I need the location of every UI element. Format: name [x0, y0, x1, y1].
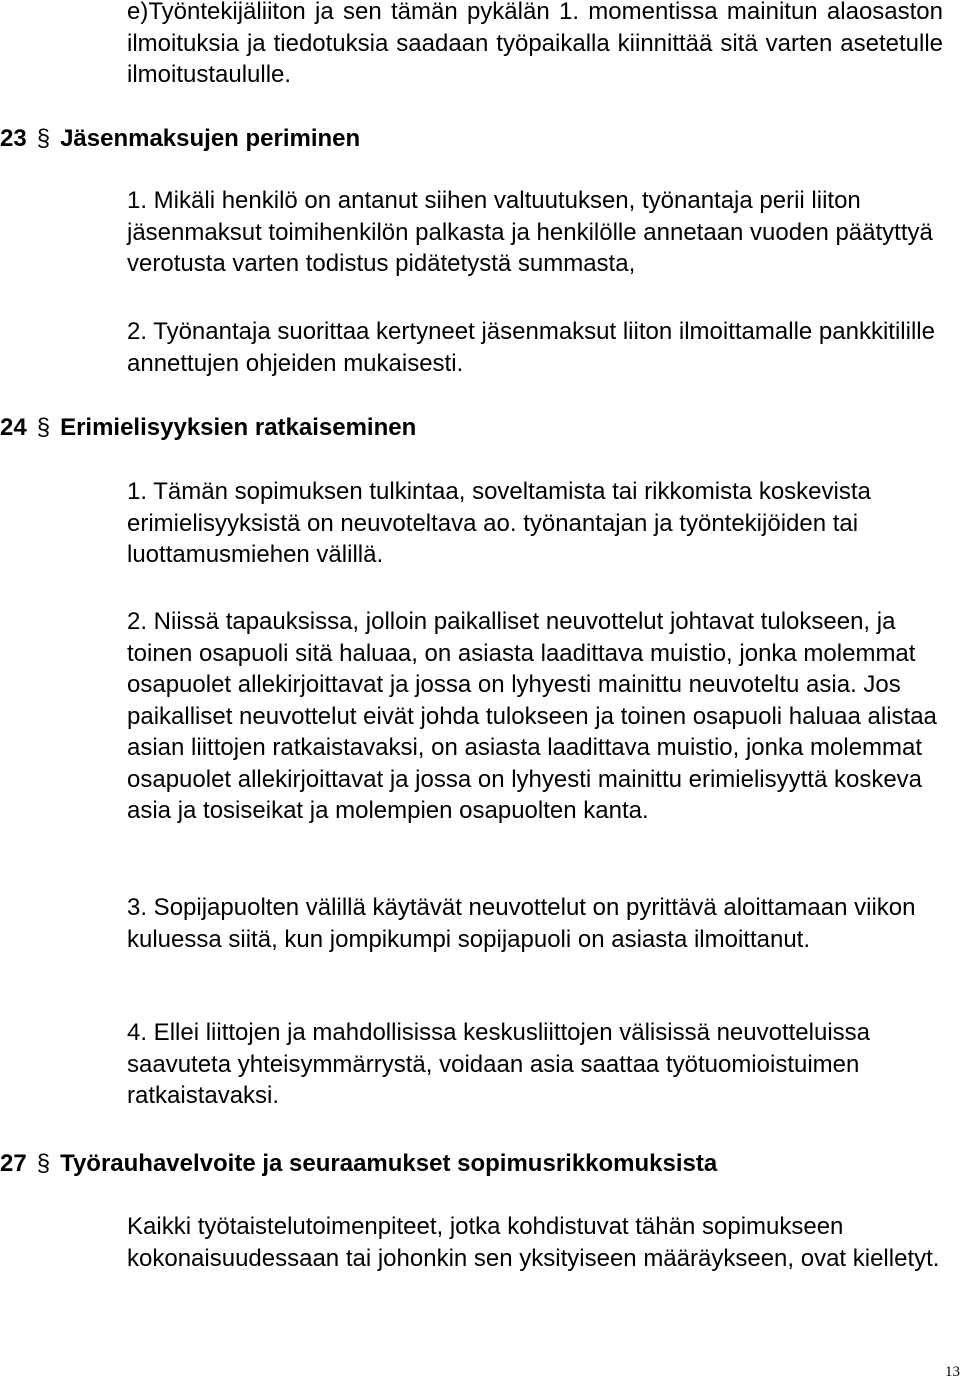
paragraph-notice-board: e)Työntekijäliiton ja sen tämän pykälän 1. momentissa mainitun alaosaston ilmoituksia ja tiedotuksia saadaan työpaikalla kiinnittää sitä varten asetetulle ilmoitustaululle. — [127, 0, 943, 88]
section-heading-27 — [0, 1148, 717, 1179]
paragraph-negotiation-start: 3. Sopijapuolten välillä käytävät neuvottelut on pyrittävä aloittamaan viikon kuluessa siitä, kun jompikumpi sopijapuoli on asiasta ilmoittanut. — [127, 894, 916, 953]
section-number: 27 — [0, 1150, 27, 1177]
paragraph-labour-court: 4. Ellei liittojen ja mahdollisissa keskusliittojen välisissä neuvotteluissa saavuteta yhteisymmärrystä, voidaan asia saattaa työtuomioistuimen ratkaistavaksi. — [127, 1019, 871, 1109]
paragraph-local-negotiation-memo: 2. Niissä tapauksissa, jolloin paikalliset neuvottelut johtavat tulokseen, ja toinen osapuoli sitä haluaa, on asiasta laadittava muistio, jonka molemmat osapuolet allekirjoittavat ja jossa on lyhyesti mainittu neuvoteltu asia. Jos paikalliset neuvottelut eivät johda tulokseen ja toinen osapuoli haluaa alistaa asian liittojen ratkaistavaksi, on asiasta laadittava muistio, jonka molemmat osapuolet allekirjoittavat ja jossa on lyhyesti mainittu erimielisyyttä koskeva asia ja tosiseikat ja molempien osapuolten kanta. — [127, 608, 937, 824]
section-sign: § — [36, 125, 51, 152]
section-title: Jäsenmaksujen periminen — [60, 125, 361, 152]
section-title: Erimielisyyksien ratkaiseminen — [60, 414, 417, 441]
paragraph-industrial-action-ban: Kaikki työtaistelutoimenpiteet, jotka kohdistuvat tähän sopimukseen kokonaisuudessaan tai johonkin sen yksityiseen määräykseen, ovat kielletyt. — [127, 1213, 940, 1272]
section-sign: § — [36, 414, 51, 441]
section-number: 24 — [0, 414, 27, 441]
section-number: 23 — [0, 125, 27, 152]
section-heading-23 — [0, 123, 360, 154]
section-heading-24 — [0, 412, 416, 443]
section-sign: § — [36, 1150, 51, 1177]
paragraph-membership-fee-collection: 1. Mikäli henkilö on antanut siihen valtuutuksen, työnantaja perii liiton jäsenmaksut toimihenkilön palkasta ja henkilölle annetaan vuoden päätyttyä verotusta varten todistus pidätetystä summasta, — [127, 187, 933, 277]
section-title: Työrauhavelvoite ja seuraamukset sopimusrikkomuksista — [60, 1150, 718, 1177]
page-number: 13 — [945, 1364, 960, 1380]
paragraph-dispute-negotiation: 1. Tämän sopimuksen tulkintaa, soveltamista tai rikkomista koskevista erimielisyyksistä on neuvoteltava ao. työnantajan ja työntekijöiden tai luottamusmiehen välillä. — [127, 478, 871, 568]
paragraph-membership-fee-payment: 2. Työnantaja suorittaa kertyneet jäsenmaksut liiton ilmoittamalle pankkitilille annettujen ohjeiden mukaisesti. — [127, 318, 935, 377]
